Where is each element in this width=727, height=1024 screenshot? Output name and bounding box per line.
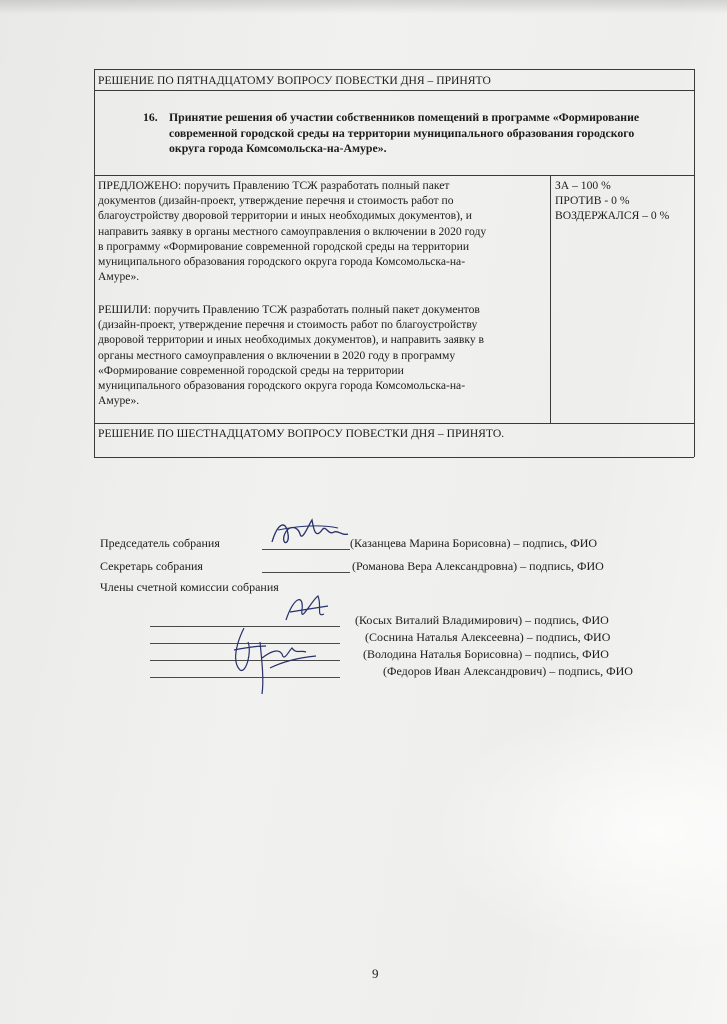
item-16-title-line: округа города Комсомольска-на-Амуре». <box>169 141 387 156</box>
page-number: 9 <box>372 966 379 981</box>
resolved-line: «Формирование современной городской среды на территории <box>98 363 404 377</box>
proposed-line: направить заявку в органы местного самоуправления о включении в 2020 году <box>98 224 487 238</box>
member-name: (Соснина Наталья Алексеевна) – подпись, ФИО <box>365 630 611 644</box>
chair-name: (Казанцева Марина Борисовна) – подпись, ФИО <box>350 536 598 550</box>
proposed-line: ПРЕДЛОЖЕНО: поручить Правлению ТСЖ разработать полный пакет <box>98 179 450 192</box>
proposed-line: муниципального образования городского округа города Комсомольска-на- <box>98 255 466 269</box>
decision-15-text: РЕШЕНИЕ ПО ПЯТНАДЦАТОМУ ВОПРОСУ ПОВЕСТКИ ДНЯ – ПРИНЯТО <box>98 74 491 87</box>
vote-against: ПРОТИВ - 0 % <box>555 194 630 208</box>
secretary-signature-line <box>262 572 350 573</box>
item-16-title <box>169 110 639 157</box>
resolved-line: органы местного самоуправления о включении в 2020 году в программу <box>98 348 456 362</box>
proposed-paragraph <box>98 178 486 284</box>
proposed-line: документов (дизайн-проект, утверждение перечня и стоимость работ по <box>98 194 454 208</box>
decision-16-text: РЕШЕНИЕ ПО ШЕСТНАДЦАТОМУ ВОПРОСУ ПОВЕСТКИ ДНЯ – ПРИНЯТО. <box>98 427 505 440</box>
proposed-line: Амуре». <box>98 270 140 284</box>
item-16-title-line: Принятие решения об участии собственников помещений в программе «Формирование <box>169 110 640 124</box>
proposed-line: благоустройству дворовой территории и иных необходимых документов), и <box>98 209 472 223</box>
table-column-divider <box>550 175 551 423</box>
member-name: (Федоров Иван Александрович) – подпись, ФИО <box>383 664 633 678</box>
resolved-paragraph <box>98 302 484 408</box>
resolved-line: муниципального образования городского округа города Комсомольска-на- <box>98 379 466 393</box>
vote-for: ЗА – 100 % <box>555 179 611 192</box>
resolved-line: РЕШИЛИ: поручить Правлению ТСЖ разработать полный пакет документов <box>98 303 480 316</box>
commission-label: Члены счетной комиссии собрания <box>100 580 279 594</box>
scan-glare <box>430 700 727 960</box>
member-handwritten-signature <box>226 622 336 698</box>
chair-handwritten-signature <box>268 512 350 552</box>
vote-results <box>555 178 669 224</box>
table-border-bottom <box>94 457 694 458</box>
table-divider <box>94 90 694 91</box>
vote-abstained: ВОЗДЕРЖАЛСЯ – 0 % <box>555 209 670 223</box>
secretary-name: (Романова Вера Александровна) – подпись, ФИО <box>352 559 604 573</box>
secretary-label: Секретарь собрания <box>100 559 203 573</box>
member-name: (Косых Виталий Владимирович) – подпись, ФИО <box>355 613 609 627</box>
item-16-title-line: современной городской среды на территории муниципального образования городского <box>169 125 635 140</box>
table-divider <box>94 175 694 176</box>
table-border-left <box>94 69 95 457</box>
chair-label: Председатель собрания <box>100 536 220 550</box>
item-16-number: 16. <box>143 110 158 124</box>
resolved-line: дворовой территории и иных необходимых документов), и направить заявку в <box>98 333 485 347</box>
table-border-right <box>694 69 695 457</box>
table-divider <box>94 423 694 424</box>
table-border-top <box>94 69 694 70</box>
scan-shadow <box>0 0 727 14</box>
resolved-line: (дизайн-проект, утверждение перечня и стоимость работ по благоустройству <box>98 318 478 332</box>
member-name: (Володина Наталья Борисовна) – подпись, ФИО <box>363 647 609 661</box>
proposed-line: в программу «Формирование современной городской среды на территории <box>98 239 470 253</box>
resolved-line: Амуре». <box>98 394 140 408</box>
